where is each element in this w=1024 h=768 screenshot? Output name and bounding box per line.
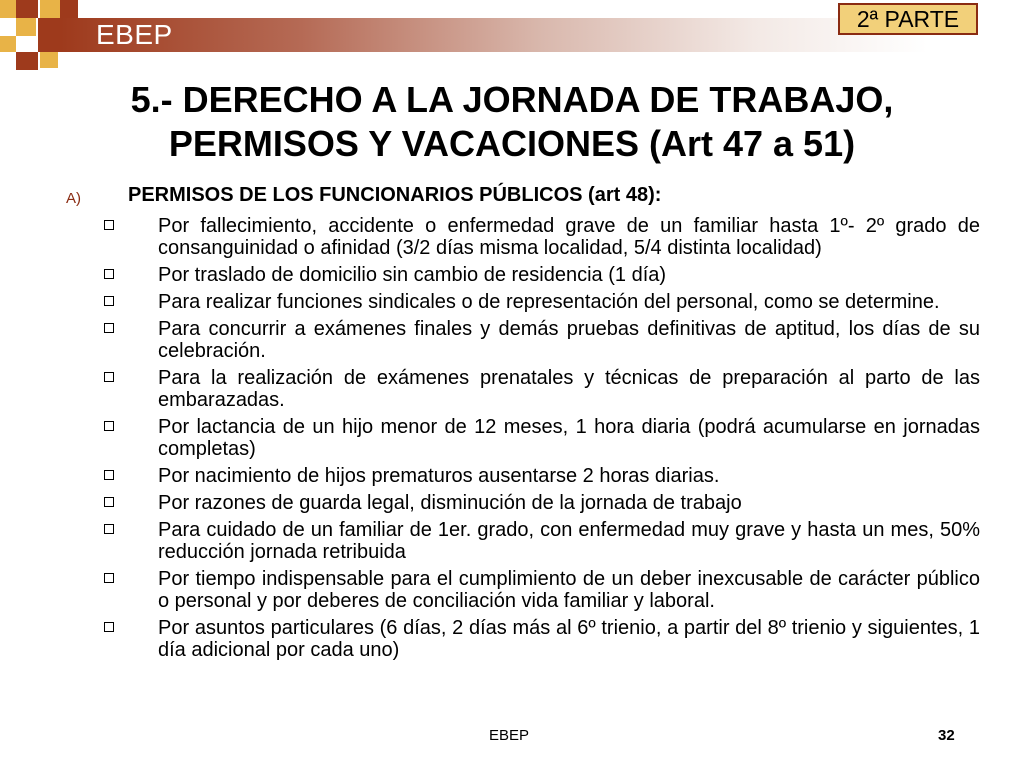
list-item xyxy=(104,617,980,661)
square-bullet-icon xyxy=(104,524,114,534)
square-bullet-icon xyxy=(104,470,114,480)
section-marker: A) xyxy=(66,190,81,207)
slide-title xyxy=(40,78,984,166)
list-item xyxy=(104,318,980,362)
decor-square xyxy=(0,0,16,18)
footer-label: EBEP xyxy=(489,727,530,744)
list-item xyxy=(104,492,980,514)
square-bullet-icon xyxy=(104,497,114,507)
list-item-text: Para la realización de exámenes prenatales y técnicas de preparación al parto de las embarazadas. xyxy=(158,367,980,411)
decor-square xyxy=(16,52,38,70)
square-bullet-icon xyxy=(104,372,114,382)
list-item-text: Por tiempo indispensable para el cumplimiento de un deber inexcusable de carácter público o personal y por deberes de conciliación vida familiar y laboral. xyxy=(158,568,980,612)
square-bullet-icon xyxy=(104,296,114,306)
square-bullet-icon xyxy=(104,421,114,431)
list-item xyxy=(104,291,980,313)
square-bullet-icon xyxy=(104,323,114,333)
list-item-text: Por traslado de domicilio sin cambio de residencia (1 día) xyxy=(158,264,667,286)
decor-square xyxy=(0,36,16,52)
decor-square xyxy=(40,0,60,18)
slide-title-line: PERMISOS Y VACACIONES (Art 47 a 51) xyxy=(168,123,856,164)
list-item-text: Por nacimiento de hijos prematuros ausentarse 2 horas diarias. xyxy=(158,465,720,487)
list-item xyxy=(104,264,980,286)
list-item-text: Para realizar funciones sindicales o de representación del personal, como se determine. xyxy=(158,291,940,313)
list-item-text: Para cuidado de un familiar de 1er. grado, con enfermedad muy grave y hasta un mes, 50% reducción jornada retribuida xyxy=(158,519,980,563)
list-item-text: Por lactancia de un hijo menor de 12 meses, 1 hora diaria (podrá acumularse en jornadas completas) xyxy=(158,416,980,460)
square-bullet-icon xyxy=(104,269,114,279)
list-item xyxy=(104,416,980,460)
list-item xyxy=(104,568,980,612)
list-item xyxy=(104,367,980,411)
list-item xyxy=(104,215,980,259)
list-item-text: Por fallecimiento, accidente o enfermedad grave de un familiar hasta 1º- 2º grado de consanguinidad o afinidad (3/2 días misma localidad, 5/4 distinta localidad) xyxy=(158,215,980,259)
list-item-text: Para concurrir a exámenes finales y demás pruebas definitivas de aptitud, los días de su celebración. xyxy=(158,318,980,362)
decor-square xyxy=(38,18,60,52)
list-item xyxy=(104,519,980,563)
list-item-text: Por razones de guarda legal, disminución de la jornada de trabajo xyxy=(158,492,742,514)
list-item xyxy=(104,465,980,487)
square-bullet-icon xyxy=(104,573,114,583)
decor-square xyxy=(16,0,38,18)
decor-square xyxy=(16,18,36,36)
slide-title-line: 5.- DERECHO A LA JORNADA DE TRABAJO, xyxy=(130,79,894,120)
header-title: EBEP xyxy=(96,19,173,50)
section-heading: PERMISOS DE LOS FUNCIONARIOS PÚBLICOS (art 48): xyxy=(128,184,662,206)
list-item-text: Por asuntos particulares (6 días, 2 días más al 6º trienio, a partir del 8º trienio y siguientes, 1 día adicional por cada uno) xyxy=(158,617,980,661)
decor-square xyxy=(60,0,78,18)
page-number: 32 xyxy=(938,727,955,744)
square-bullet-icon xyxy=(104,220,114,230)
decor-square xyxy=(40,52,58,68)
square-bullet-icon xyxy=(104,622,114,632)
permission-list xyxy=(104,215,980,666)
part-badge: 2ª PARTE xyxy=(838,3,978,35)
